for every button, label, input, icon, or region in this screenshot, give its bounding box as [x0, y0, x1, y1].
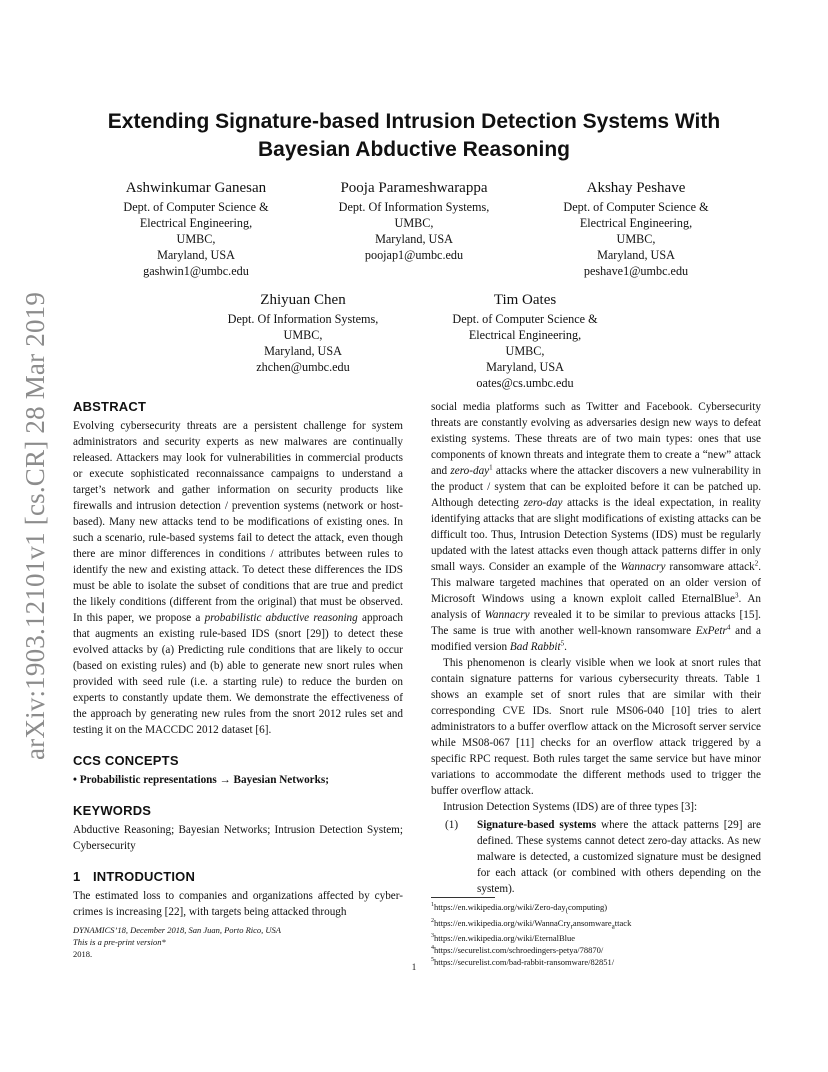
emphasis: Wannacry — [484, 609, 530, 621]
title-line-1: Extending Signature-based Intrusion Detection Systems With — [107, 110, 721, 133]
ccs-heading: CCS CONCEPTS — [73, 753, 179, 768]
author-affiliation: Electrical Engineering, — [139, 216, 253, 230]
abstract-text — [73, 418, 403, 738]
footnote-url: ttack — [614, 917, 632, 928]
introduction-heading — [73, 868, 403, 886]
author-block — [96, 178, 296, 279]
arxiv-identifier-stamp[interactable]: arXiv:1903.12101v1 [cs.CR] 28 Mar 2019 — [20, 291, 50, 760]
footnote[interactable] — [431, 932, 761, 944]
body-paragraph: Intrusion Detection Systems (IDS) are of three types [3]: — [443, 801, 698, 813]
conference-info — [73, 924, 403, 960]
author-email[interactable]: zhchen@umbc.edu — [256, 360, 350, 374]
text-run: social media platforms such as Twitter and Facebook. Cybersecurity threats are constantly evolving as adversaries design new ways to defeat existing systems. These threats are of two main types: ones that use components of known threats and integrate them to create a “new” attack and — [431, 401, 761, 477]
footnote-subscript: a — [611, 922, 615, 931]
right-column — [431, 399, 761, 897]
author-affiliation: Dept. Of Information Systems, — [227, 312, 379, 326]
author-affiliation: Dept. Of Information Systems, — [338, 200, 490, 214]
footnote-marker[interactable]: 4 — [726, 623, 731, 632]
conference-line: DYNAMICS’18, December 2018, San Juan, Porto Rico, USA — [73, 925, 281, 935]
footnote-url: ansomware — [572, 917, 612, 928]
author-email[interactable]: poojap1@umbc.edu — [364, 248, 464, 262]
author-affiliation: Maryland, USA — [375, 232, 453, 246]
emphasis: Bad Rabbit — [509, 641, 561, 653]
section-title: INTRODUCTION — [93, 869, 196, 884]
abstract-heading: ABSTRACT — [73, 399, 147, 414]
text-run: attacks is the ideal expectation, in reality identifying attacks that are slight modifications of existing attacks can be difficult too. Thus, Intrusion Detection Systems (IDS) must be regularly updated with the latest attacks even though attack patterns differ in only small ways. Consider an example of the — [431, 497, 761, 573]
list-label: (1) — [445, 819, 459, 831]
author-email[interactable]: gashwin1@umbc.edu — [143, 264, 249, 278]
footnote-url: https://en.wikipedia.org/wiki/EternalBlue — [434, 933, 576, 944]
author-email[interactable]: peshave1@umbc.edu — [583, 264, 689, 278]
list-description: where the attack patterns [29] are defined. These systems cannot detect zero-day attacks. As new malware is detected, a customized signature must be designed for each attack (or combined with others depending on the system). — [477, 819, 761, 895]
introduction-text: The estimated loss to companies and organizations affected by cyber-crimes is increasing [22], with targets being attacked through — [73, 890, 403, 918]
footnote-marker[interactable]: 3 — [734, 591, 739, 600]
page-number: 1 — [411, 962, 417, 972]
left-column — [73, 398, 403, 920]
footnote[interactable] — [431, 917, 761, 933]
footnote-subscript: r — [570, 922, 573, 931]
footnote-url: https://en.wikipedia.org/wiki/WannaCry — [434, 917, 571, 928]
emphasis: Wannacry — [620, 561, 666, 573]
author-affiliation: Dept. of Computer Science & — [452, 312, 598, 326]
footnote-number: 4 — [431, 945, 434, 952]
keywords-heading: KEYWORDS — [73, 803, 152, 818]
author-affiliation: Maryland, USA — [486, 360, 564, 374]
paper-title — [40, 108, 788, 164]
footnote-url: computing) — [567, 902, 608, 912]
text-run: revealed it to be similar to previous attacks [15]. The same is true with another well-known ransomware — [431, 609, 761, 637]
list-item — [431, 817, 761, 897]
author-name: Tim Oates — [493, 292, 557, 308]
list-text — [477, 817, 761, 897]
text-run: attacks where the attacker discovers a new vulnerability in the product / system that can be exploited before it can be patched up. Although detecting — [431, 465, 762, 509]
footnote-url: https://en.wikipedia.org/wiki/Zero-day — [434, 902, 566, 912]
text-run: ransomware attack — [665, 561, 755, 573]
author-affiliation: Dept. of Computer Science & — [123, 200, 269, 214]
footnote-url: https://securelist.com/bad-rabbit-ransomware/82851/ — [434, 957, 615, 968]
text-run: . An analysis of — [431, 593, 761, 621]
section-number: 1 — [73, 869, 81, 884]
footnote-subscript: ( — [565, 906, 568, 915]
author-email[interactable]: oates@cs.umbc.edu — [476, 376, 574, 390]
author-block — [203, 290, 403, 375]
abstract-text-part: approach that augments an existing rule-based IDS (snort [29]) to detect these evolved attacks by (a) Predicting rule conditions that are likely to occur (based on existing rules) and (b) able to generate new snort rules when provided with seed rule (i.e. a starting rule) to reduce the burden on experts to constantly update them. We demonstrate the effectiveness of the approach by generating new rules from the snort 2012 rules set and testing it on the MACCDC 2012 dataset [6]. — [73, 612, 404, 736]
preprint-note: This is a pre-print version* — [73, 937, 166, 947]
author-affiliation: Electrical Engineering, — [579, 216, 693, 230]
footnote-marker[interactable]: 2 — [754, 559, 759, 568]
footnote-number: 2 — [431, 917, 434, 924]
author-block — [425, 290, 625, 391]
title-line-2: Bayesian Abductive Reasoning — [258, 138, 570, 161]
author-affiliation: Dept. of Computer Science & — [563, 200, 709, 214]
footnote[interactable] — [431, 944, 761, 956]
text-run: . This malware targeted machines that operated on an older version of Microsoft Windows using a known exploit called EternalBlue — [431, 561, 761, 605]
footnote-url: https://securelist.com/schroedingers-petya/78870/ — [434, 945, 604, 956]
keywords-text: Abductive Reasoning; Bayesian Networks; Intrusion Detection System; Cybersecurity — [73, 824, 403, 852]
footnote-number: 3 — [431, 933, 434, 940]
emphasis: zero-day — [450, 465, 490, 477]
author-name: Akshay Peshave — [586, 180, 686, 196]
author-affiliation: Electrical Engineering, — [468, 328, 582, 342]
author-affiliation: UMBC, — [176, 232, 216, 246]
emphasis: ExPetr — [695, 625, 727, 637]
author-affiliation: Maryland, USA — [157, 248, 235, 262]
footnote-number: 5 — [431, 957, 434, 964]
text-run: and a modified version — [431, 625, 761, 653]
footnote[interactable] — [431, 956, 761, 968]
footnote-number: 1 — [431, 902, 434, 909]
footnotes — [431, 901, 761, 968]
author-block — [314, 178, 514, 263]
author-affiliation: UMBC, — [505, 344, 545, 358]
author-affiliation: UMBC, — [394, 216, 434, 230]
list-term: Signature-based systems — [477, 819, 597, 831]
year-line: 2018. — [73, 949, 93, 959]
footnote-marker[interactable]: 5 — [560, 639, 565, 648]
author-affiliation: Maryland, USA — [264, 344, 342, 358]
body-paragraph: This phenomenon is clearly visible when we look at snort rules that contain signature patterns for various cybersecurity threats. Table 1 shows an example set of snort rules that are similar with their corresponding CVE IDs. Snort rule MS06-040 [10] tries to alert administrators to a buffer overflow attack on the Microsoft server service while MS08-067 [11] checks for an overflow attack triggered by a specific RPC request. Both rules target the same service but have minor variations to accommodate the different methods used to trigger the buffer overflow attack. — [431, 657, 761, 797]
text-run: . — [564, 641, 567, 653]
author-name: Ashwinkumar Ganesan — [125, 180, 267, 196]
footnote-rule — [431, 897, 495, 898]
abstract-text-part: Evolving cybersecurity threats are a persistent challenge for system administrators and security experts as new malwares are continually released. Attackers may look for vulnerabilities in commercial products or execute sophisticated reconnaissance campaigns to understand a target’s network and gather information on security products like firewalls and intrusion detection / prevention systems (network or host-based). Many new attacks tend to be modifications of existing ones. In such a scenario, rule-based systems fail to detect the attack, even though there are minor differences in conditions / attributes between rules to identify the new and existing attack. To detect these differences the IDS must be able to isolate the subset of conditions that are true and predict the likely conditions (different from the original) that must be observed. In this paper, we propose a — [73, 420, 403, 624]
footnote-marker[interactable]: 1 — [489, 463, 493, 472]
author-name: Zhiyuan Chen — [260, 292, 346, 308]
abstract-emphasis: probabilistic abductive reasoning — [204, 612, 358, 624]
author-affiliation: Maryland, USA — [597, 248, 675, 262]
author-affiliation: UMBC, — [616, 232, 656, 246]
emphasis: zero-day — [523, 497, 563, 509]
ccs-concepts: • Probabilistic representations → Bayesian Networks; — [73, 774, 329, 786]
footnote[interactable] — [431, 901, 761, 917]
author-name: Pooja Parameshwarappa — [340, 180, 488, 196]
author-block — [536, 178, 736, 279]
body-paragraph — [431, 399, 761, 655]
author-affiliation: UMBC, — [283, 328, 323, 342]
